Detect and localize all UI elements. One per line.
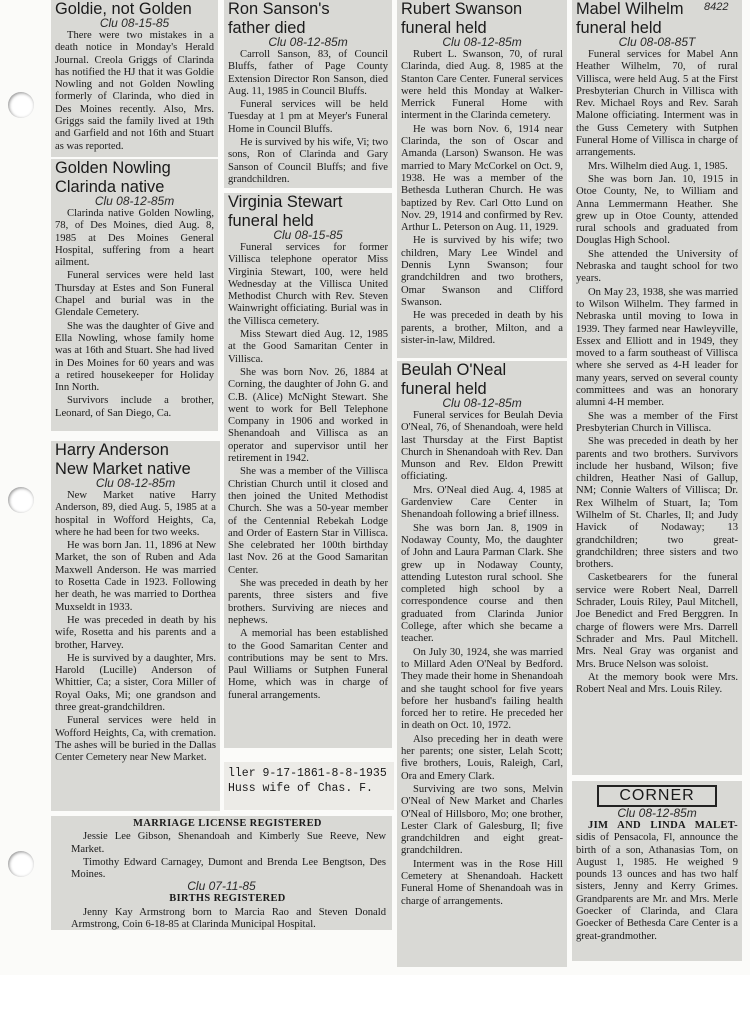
date-annotation: Clu 08-12-85m	[442, 35, 522, 49]
strip-line: Huss wife of Chas. F.	[228, 782, 373, 795]
paragraph: There were two mistakes in a death notice in Monday's Herald Journal. Creola Griggs of Clarinda has notified the HJ that it was Goldie Nowling and not Golden Nowling formerly of Clarinda, who died in Des Moines recently. Also, Mrs. Griggs said the family lived at 19th and Garfield and not 16th and Stuart as was reported.	[55, 30, 214, 152]
headline-line-2: Clarinda native	[55, 178, 165, 196]
date-annotation: Clu 08-12-85m	[94, 194, 175, 208]
date-annotation: Clu 08-08-85T	[618, 35, 696, 49]
punch-hole	[8, 487, 34, 513]
clipping-registers	[51, 816, 392, 930]
paragraph: Funeral services will be held Tuesday at 1 pm at Meyer's Funeral Home in Council Bluffs.	[228, 99, 388, 135]
paragraph: Mrs. Wilhelm died Aug. 1, 1985.	[588, 160, 728, 172]
corner-body: sidis of Pensacola, Fl, announce the birth of a son, Athanasias Tom, on August 1, 1985. He weighed 9 pounds 13 ounces and has two half sisters, Jenny and Kerry Grimes. Grandparents are Mr. and Mrs. Merle Goecker of Clarinda, and Clara Goecker of Bethesda Care Center is a great-grandmother.	[576, 832, 738, 942]
headline: Beulah O'Neal	[401, 361, 507, 379]
paragraph: Miss Stewart died Aug. 12, 1985 at the Good Samaritan Center in Villisca.	[228, 329, 388, 365]
strip-line: ller 9-17-1861-8-8-1935	[228, 767, 387, 780]
paragraph: Casketbearers for the funeral service were Robert Neal, Darrell Schrader, Louis Riley, Paul Mitchell, Joe Benedict and Fred Berggren. In charge of flowers were Mrs. Darrell Schrader and Mrs. Paul Mitchell. Mrs. Neal Gray was organist and Mrs. Bruce Nelson was soloist.	[576, 572, 738, 670]
date-annotation: Clu 08-12-85m	[95, 476, 176, 490]
paragraph: Funeral services for Mabel Ann Heather Wilhelm, 70, of rural Villisca, were held Aug. 5 at the First Presbyterian Church in Villisca with Rev. Michael Roys and Rev. Sarah Malone officiating. Interment was in the Guss Cemetery with Sutphen Funeral Home of Villisca in charge of arrangements.	[576, 49, 738, 159]
headline: Virginia Stewart	[228, 193, 343, 211]
headline-line-2: father died	[228, 19, 306, 37]
paragraph: On July 30, 1924, she was married to Millard Aden O'Neal by Bedford. They made their home in Shenandoah and she taught school for five years before her husband's failing health forced her to retire. He preceded her in death on Oct. 10, 1972.	[401, 646, 563, 732]
paragraph: She was a member of the Villisca Christian Church until it closed and then joined the United Methodist Church. She was a 50-year member of the Centennial Rebekah Lodge and Order of Eastern Star in Villisca. She celebrated her 100th birthday last Nov. 26 at the Good Samaritan Center.	[228, 466, 388, 576]
paragraph: He is survived by his wife; two children, Mary Lee Windel and Dennis Lynn Swanson; four grandchildren and two brothers, Omar Swanson and Clifford Swanson.	[401, 235, 563, 308]
paragraph: Mrs. O'Neal died Aug. 4, 1985 at Gardenview Care Center in Shenandoah following a brief illness.	[401, 484, 563, 521]
paragraph: Clarinda native Golden Nowling, 78, of Des Moines, died Aug. 8, 1985 at Des Moines General Hospital, suffering from a heart ailment.	[55, 208, 214, 269]
headline: Goldie, not Golden	[55, 0, 192, 18]
paragraph: She was born Jan. 8, 1909 in Nodaway County, Mo, the daughter of John and Laura Parman Clark. She grew up in Nodaway County, attending Luteston rural school. She completed high school by a correspondence course and then graduated from Clarinda Junior College, after which she became a teacher.	[401, 522, 563, 645]
paragraph: Rubert L. Swanson, 70, of rural Clarinda, died Aug. 8, 1985 at the Stanton Care Center. Funeral services were held this Monday at Walker-Merrick Funeral Home with interment in the Clarinda cemetery.	[401, 49, 563, 122]
births-title: BIRTHS REGISTERED	[169, 893, 286, 905]
birth-entry: Jenny Kay Armstrong born to Marcia Rao and Steven Donald Armstrong, Coin 6-18-85 at Clarinda Municipal Hospital.	[71, 906, 386, 930]
date-annotation: Clu 08-15-85	[273, 228, 343, 242]
paragraph: Also preceding her in death were her parents; one sister, Lelah Scott; five brothers, Louis, Raleigh, Carl, Ora and Emery Clark.	[401, 733, 563, 782]
paragraph: She attended the University of Nebraska and taught school for two years.	[576, 248, 738, 285]
paragraph: He was preceded in death by his wife, Rosetta and his parents and a brother, Harvey.	[55, 614, 216, 651]
paragraph: Surviving are two sons, Melvin O'Neal of New Market and Charles O'Neal of Hillsboro, Mo; one brother, Lester Clark of Galesburg, Il; five grandchildren and eight great-grandchildren.	[401, 783, 563, 857]
date-annotation: Clu 08-12-85m	[442, 396, 522, 410]
paragraph: Funeral services for Beulah Devia O'Neal, 76, of Shenandoah, were held last Thursday at the First Baptist Church in Shenandoah with Rev. Dan Munson and Rev. Eldon Prewitt officiating.	[401, 410, 563, 483]
paragraph: She was preceded in death by her parents and two brothers. Survivors include her husband, Wilson; five children, Heather Nasi of Gallup, NM; Connie Walters of Villisca; Dr. Rex Wilhelm of Stuart, Ia; Tom Wilhelm of St. Charles, Il; and Judy Havick of Nodaway; 13 grandchildren; two great-grandchildren; three sisters and two brothers.	[576, 436, 738, 571]
corner-text	[576, 820, 738, 943]
paragraph: Funeral services were held in Wofford Heights, Ca, with cremation. The ashes will be buried in the Dallas Center Cemetery near New Market.	[55, 715, 216, 764]
headline-line-2: funeral held	[401, 19, 487, 37]
clipping-ron-sanson	[224, 0, 392, 188]
paragraph: He is survived by his wife, Vi; two sons, Ron of Clarinda and Gary Sanson of Council Bluffs; and five grandchildren.	[228, 137, 388, 185]
marriage-entry: Jessie Lee Gibson, Shenandoah and Kimberly Sue Reeve, New Market.	[71, 831, 386, 855]
paragraph: He was preceded in death by his parents, a brother, Milton, and a sister-in-law, Mildred.	[401, 310, 563, 346]
date-annotation: Clu 08-12-85m	[268, 35, 348, 49]
clipping-mabel-wilhelm	[572, 0, 742, 775]
headline-line-2: New Market native	[55, 460, 191, 478]
clipping-rubert-swanson	[397, 0, 567, 358]
clipping-virginia-stewart	[224, 193, 392, 748]
paragraph: Funeral services were held last Thursday at Estes and Son Funeral Chapel and burial was in the Glendale Cemetery.	[55, 270, 214, 319]
marriage-entry: Timothy Edward Carnagey, Dumont and Brenda Lee Bengtson, Des Moines.	[71, 856, 386, 881]
date-annotation: Clu 08-12-85m	[617, 806, 697, 820]
marriage-title: MARRIAGE LICENSE REGISTERED	[133, 818, 322, 829]
page-mark: 8422	[704, 1, 729, 13]
headline-line-2: funeral held	[576, 19, 662, 37]
paragraph: Carroll Sanson, 83, of Council Bluffs, father of Page County Extension Director Ron Sanson, died Aug. 11, 1985 in Council Bluffs.	[228, 49, 388, 97]
paragraph: She was preceded in death by her parents, three sisters and five brothers. Surviving are nieces and nephews.	[228, 578, 388, 626]
date-annotation: Clu 08-15-85	[99, 16, 170, 30]
paragraph: She was a member of the First Presbyterian Church in Villisca.	[576, 410, 738, 434]
clipping-golden-nowling	[51, 159, 218, 431]
clipping-handwritten-strip	[224, 762, 394, 810]
paragraph: She was born Jan. 10, 1915 in Otoe County, Ne, to William and Anna Lemmermann Heather. She grew up in Otoe County, attended rural schools and graduated from Douglas High School.	[576, 173, 738, 247]
headline: Mabel Wilhelm	[576, 0, 684, 18]
paragraph: She was the daughter of Give and Ella Nowling, whose family home was at 16th and Stuart. She had lived in Des Moines for 60 years and was a retired housekeeper for Holiday Inn North.	[55, 320, 214, 394]
headline: Golden Nowling	[55, 159, 171, 177]
paragraph: He was born Nov. 6, 1914 near Clarinda, the son of Oscar and Amanda (Larson) Swanson. He was married to Mary McCorkel on Oct. 9, 1938. He was a member of the Bethesda Lutheran Church. He was baptized by Rev. Carl Otto Lund on Nov. 29, 1914 and confirmed by Rev. Arthur L. Peterson on Aug. 11, 1929.	[401, 123, 563, 234]
punch-hole	[8, 92, 34, 118]
clipping-goldie-correction	[51, 0, 218, 157]
clipping-harry-anderson	[51, 441, 220, 811]
paragraph: Survivors include a brother, Leonard, of San Diego, Ca.	[55, 395, 214, 419]
date-annotation: Clu 07-11-85	[187, 879, 256, 894]
corner-lead: JIM AND LINDA MALET-	[588, 820, 738, 831]
punch-hole	[8, 851, 34, 877]
clipping-beulah-oneal	[397, 361, 567, 967]
clipping-corner	[572, 781, 742, 961]
paragraph: He is survived by a daughter, Mrs. Harold (Lucille) Anderson of Whittier, Ca; a sister, Cora Miller of Royal Oaks, Mi; one grandson and three great-grandchildren.	[55, 652, 216, 714]
headline: Harry Anderson	[55, 441, 169, 459]
paragraph: Funeral services for former Villisca telephone operator Miss Virginia Stewart, 100, were held Wednesday at the Villisca United Methodist Church with Rev. Steven Wainwright officiating. Burial was in the Villisca cemetery.	[228, 242, 388, 327]
paragraph: On May 23, 1938, she was married to Wilson Wilhelm. They farmed in Nebraska until moving to Iowa in 1939. They farmed near Hawleyville, Essex and Elliott and in 1949, they moved to a farm southeast of Villisca where she served as 4-H leader for many years, served on several county committees and was an honorary alumni 4-H member.	[576, 286, 738, 409]
headline-line-2: funeral held	[228, 212, 314, 230]
headline-line-2: funeral held	[401, 380, 487, 398]
headline: Ron Sanson's	[228, 0, 330, 18]
paragraph: A memorial has been established to the Good Samaritan Center and contributions may be sent to Mrs. Paul Williams or Sutphen Funeral Home, which was in charge of funeral arrangements.	[228, 628, 388, 701]
headline: Rubert Swanson	[401, 0, 523, 18]
paragraph: She was born Nov. 26, 1884 at Corning, the daughter of John G. and C.B. (Alice) McNight Stewart. She went to work for Bell Telephone Company in 1906 and worked in Shenandoah and Villisca as an operator and supervisor until her retirement in 1942.	[228, 366, 388, 465]
paragraph: At the memory book were Mrs. Robert Neal and Mrs. Louis Riley.	[576, 671, 738, 696]
paragraph: Interment was in the Rose Hill Cemetery at Shenandoah. Hackett Funeral Home of Shenandoah was in charge of arrangements.	[401, 858, 563, 907]
corner-title: CORNER	[597, 785, 717, 807]
paragraph: He was born Jan. 11, 1896 at New Market, the son of Ruben and Ada Maxwell Anderson. He was married to Rosetta Cade in 1923. Following her death, he was married to Dorthea Muxseldt in 1933.	[55, 540, 216, 613]
paragraph: New Market native Harry Anderson, 89, died Aug. 5, 1985 at a hospital in Wofford Heights, Ca, where he had been for two weeks.	[55, 490, 216, 538]
